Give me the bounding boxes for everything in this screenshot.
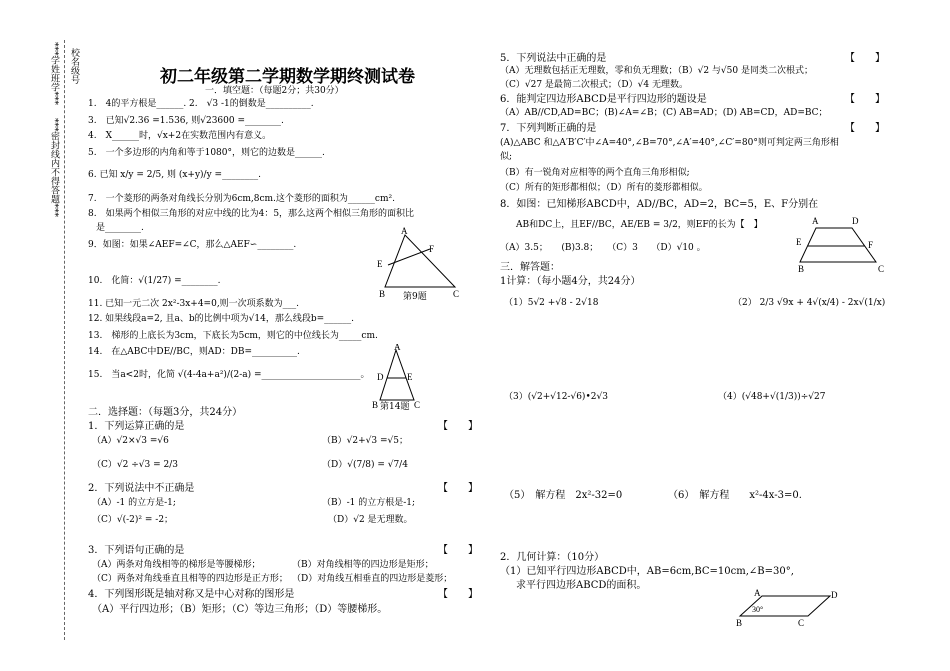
q1-12: 12. 如果线段a=2, 且a、b的比例中项为√14，那么线段b=______. (88, 314, 355, 324)
fig9-label-b: B (379, 289, 386, 299)
q1-9: 9．如图：如果∠AEF=∠C，那么△AEF∽________. (88, 240, 297, 250)
margin-left-label: ***学姓班学*** (49, 42, 59, 105)
q2-1c: （C）√2 ÷√3 = 2/3 (92, 460, 178, 470)
calc-3: （3）(√2+√12-√6)•2√3 (504, 392, 608, 402)
q2-4opts: （A）平行四边形；（B）矩形；（C）等边三角形；（D）等腰梯形。 (92, 604, 388, 615)
q2-3: 3．下列语句正确的是 (88, 545, 185, 556)
q2-6-bracket: 【 】 (845, 94, 885, 105)
figure-q8 (792, 200, 892, 275)
q2-2c: （C）√(-2)² = -2； (92, 515, 174, 525)
q2-2b: （B）-1 的立方根是-1; (322, 498, 416, 508)
fig9-label-a: A (401, 226, 408, 236)
fig8-label-d: D (852, 216, 859, 226)
q2-7a: (A)△ABC 和△A′B′C′中∠A=40°,∠B=70°,∠A′=40°,∠C′=80°则可判定两三角形相 (500, 138, 839, 148)
q1-3: 3. 已知√2.36 =1.536, 则√23600 =________. (88, 116, 284, 126)
q1-1: 1. 4的平方根是______. 2. √3 -1的倒数是__________. (88, 99, 314, 109)
q1-8b: 是________. (96, 223, 144, 233)
margin-seal-label: ***密封线内不得答题*** (49, 118, 59, 217)
fig8-label-c: C (878, 264, 885, 274)
q2-5b: （C）√27 是最简二次根式；（D）√4 无理数。 (500, 80, 688, 90)
q1-10: 10. 化简：√(1/27) =________. (88, 276, 221, 286)
calc-1: （1）5√2 +√8 - 2√18 (504, 298, 599, 308)
fig14-label-b: B (372, 400, 379, 410)
para-label-b: B (736, 618, 743, 628)
fig9-caption: 第9题 (403, 292, 427, 302)
fig9-label-e: E (377, 259, 383, 269)
para-label-d: D (831, 590, 838, 600)
q2-7-bracket: 【 】 (845, 123, 885, 134)
q1-5: 5. 一个多边形的内角和等于1080°，则它的边数是______. (88, 148, 325, 158)
margin-school-label: 校名级号 (69, 48, 79, 84)
q2-2: 2．下列说法中不正确是 (88, 483, 195, 494)
fig8-label-b: B (798, 264, 805, 274)
q2-8b: AB和DC上，且EF//BC，AE/EB = 3/2，则EF的长为【 】 (516, 220, 763, 230)
calc-5: （5） 解方程 2x²-32=0 (504, 490, 623, 501)
calc-6: （6） 解方程 x²-4x-3=0. (668, 490, 802, 501)
q2-1b: （B）√2+√3 =√5； (322, 436, 408, 446)
fig9-label-f: F (429, 244, 435, 254)
fig8-label-f: F (868, 240, 874, 250)
q2-3-bracket: 【 】 (438, 545, 478, 556)
q2-7c: （C）所有的矩形都相似；（D）所有的菱形都相似。 (500, 183, 708, 193)
q2-2-bracket: 【 】 (438, 483, 478, 494)
q1-14: 14. 在△ABC中DE//BC，则AD：DB=__________. (88, 347, 300, 357)
fig14-caption: 第14题 (380, 402, 410, 412)
para-angle-label: 30° (752, 605, 764, 614)
fig14-label-a: A (394, 344, 401, 352)
q2-5: 5．下列说法中正确的是 (500, 53, 607, 64)
figure-parallelogram (732, 588, 842, 628)
q2-2a: （A）-1 的立方是-1; (92, 498, 176, 508)
fig9-label-c: C (453, 289, 460, 299)
q2-3a: （A）两条对角线相等的梯形是等腰梯形； (92, 560, 261, 570)
q2-5a: （A）无理数包括正无理数，零和负无理数；（B）√2 与√50 是同类二次根式； (500, 66, 813, 76)
fig14-label-e: E (407, 372, 413, 382)
q2-1a: （A）√2×√3 =√6 (92, 436, 169, 446)
seal-line (64, 40, 65, 640)
geo-1a: （1）已知平行四边形ABCD中，AB=6cm,BC=10cm,∠B=30°, (500, 566, 794, 577)
para-label-a: A (754, 588, 761, 598)
q2-7a2: 似; (500, 152, 513, 162)
para-label-c: C (798, 618, 805, 628)
q2-6: 6．能判定四边形ABCD是平行四边形的题设是 (500, 94, 707, 105)
q2-8opts: （A）3.5； (B)3.8； （C）3 （D）√10 。 (500, 243, 706, 253)
q2-1-bracket: 【 】 (438, 421, 478, 432)
calc-4: （4）(√48+√(1/3))÷√27 (718, 392, 826, 402)
calc-heading: 1计算：（每小题4分，共24分） (500, 276, 641, 287)
q2-4: 4．下列图形既是轴对称又是中心对称的图形是 (88, 589, 295, 600)
fig8-label-a: A (812, 216, 819, 226)
fig14-label-c: C (414, 400, 421, 410)
calc-2: （2） 2/3 √9x + 4√(x/4) - 2x√(1/x) (733, 298, 886, 308)
q2-3c: （C）两条对角线垂直且相等的四边形是正方形； (92, 574, 288, 584)
q1-15: 15. 当a<2时，化简 √(4-4a+a²)/(2-a) =______________________。 (88, 370, 370, 380)
q2-8: 8．如图：已知梯形ABCD中，AD//BC，AD=2，BC=5，E、F分别在 (500, 199, 819, 210)
q2-2d: （D）√2 是无理数。 (328, 515, 413, 525)
part2-heading: 二．选择题：（每题3分，共24分） (88, 407, 243, 418)
q2-1d: （D）√(7/8) = √7/4 (322, 460, 408, 470)
q1-6: 6. 已知 x/y = 2/5, 则 (x+y)/y =________. (88, 170, 261, 180)
q1-11: 11. 已知一元二次 2x²-3x+4=0,则一次项系数为___. (88, 299, 300, 309)
q2-3d: （D）对角线互相垂直的四边形是菱形； (292, 574, 453, 584)
fig14-label-d: D (377, 372, 384, 382)
geo-1b: 求平行四边形ABCD的面积。 (516, 580, 647, 591)
geo-heading: 2．几何计算：（10分） (500, 552, 605, 563)
q2-4-bracket: 【 】 (438, 589, 478, 600)
page-title: 初二年级第二学期数学期终测试卷 (160, 67, 415, 87)
q2-1: 1．下列运算正确的是 (88, 421, 185, 432)
q2-5-bracket: 【 】 (845, 53, 885, 64)
fig8-label-e: E (796, 237, 802, 247)
part1-heading: 一．填空题：（每题2分；共30分） (205, 86, 344, 96)
part3-heading: 三．解答题： (500, 262, 560, 273)
q1-13: 13. 梯形的上底长为3cm，下底长为5cm，则它的中位线长为_____cm. (88, 331, 378, 341)
q1-8a: 8. 如果两个相似三角形的对应中线的比为4：5，那么这两个相似三角形的面积比 (88, 209, 415, 219)
q2-6opts: （A）AB//CD,AD=BC；(B)∠A=∠B；(C) AB=AD；(D) AB=CD，AD=BC； (500, 108, 828, 118)
q1-7: 7. 一个菱形的两条对角线长分别为6cm,8cm.这个菱形的面积为______cm². (88, 194, 395, 204)
q2-7: 7．下列判断正确的是 (500, 123, 597, 134)
q1-4: 4. X______时，√x+2在实数范围内有意义。 (88, 131, 272, 141)
q2-7b: （B）有一锐角对应相等的两个直角三角形相似; (500, 168, 690, 178)
q2-3b: （B）对角线相等的四边形是矩形； (292, 560, 434, 570)
